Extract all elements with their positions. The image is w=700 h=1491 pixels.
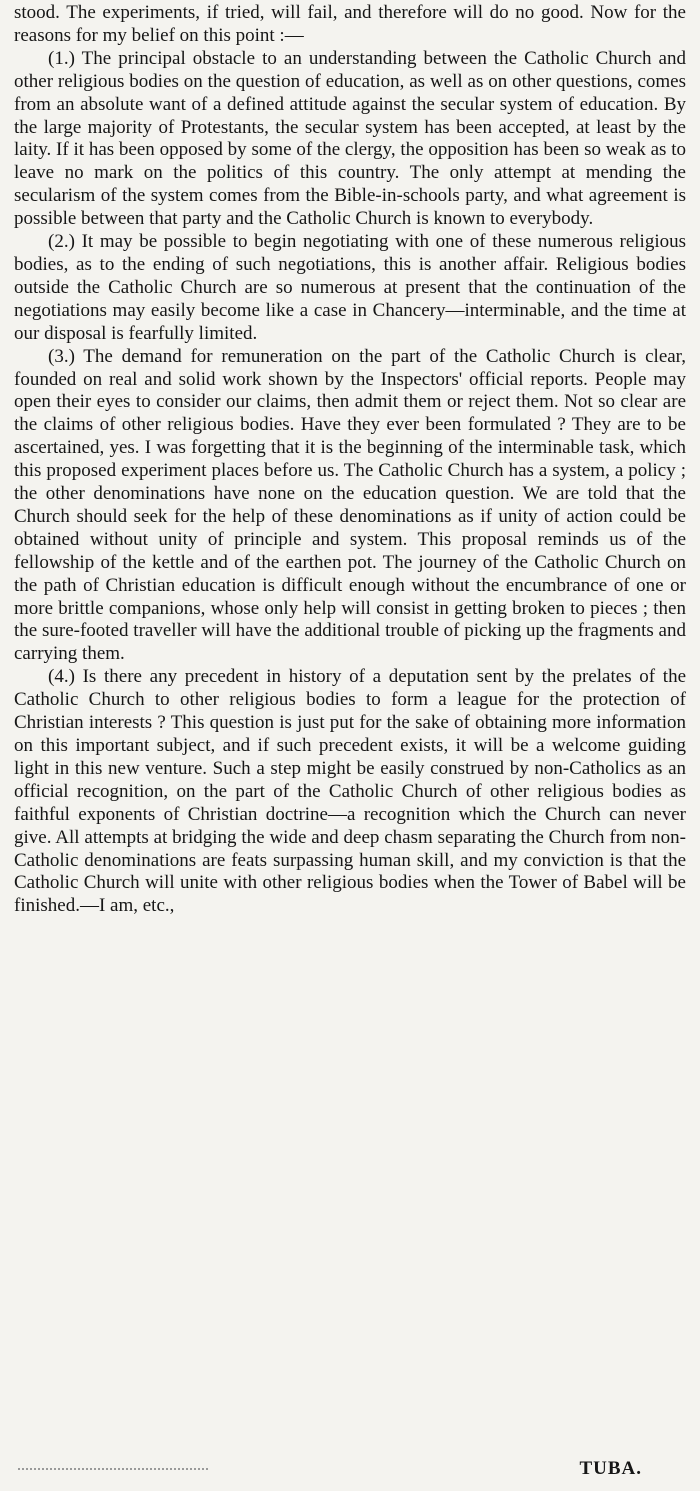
- point-2-paragraph: (2.) It may be possible to begin negotiating with one of these numerous religious bodies, as to the ending of such negotiations, this is another affair. Religious bodies outside the Catholic Church are so numerous at present that the continuation of the negotiations may easily become like a case in Chancery—interminable, and the time at our disposal is fearfully limited.: [14, 231, 686, 344]
- print-rule-marks: [18, 1466, 208, 1470]
- point-4-paragraph: (4.) Is there any precedent in history of a deputation sent by the prelates of the Catholic Church to other religious bodies to form a league for the protection of Christian interests ? This question is just put for the sake of obtaining more information on this important subject, and if such precedent exists, it will be a welcome guiding light in this new venture. Such a step might be easily construed by non-Catholics as an official recognition, on the part of the Catholic Church of other religious bodies as faithful exponents of Christian doctrine—a recognition which the Church can never give. All attempts at bridging the wide and deep chasm separating the Church from non-Catholic denominations are feats surpassing human skill, and my conviction is that the Catholic Church will unite with other religious bodies when the Tower of Babel will be finished.—I am, etc.,: [14, 666, 686, 917]
- signature: TUBA.: [579, 1458, 642, 1479]
- point-3-paragraph: (3.) The demand for remuneration on the part of the Catholic Church is clear, founded on real and solid work shown by the Inspectors' official reports. People may open their eyes to consider our claims, then admit them or reject them. Not so clear are the claims of other religious bodies. Have they ever been formulated ? They are to be ascertained, yes. I was forgetting that it is the beginning of the interminable task, which this proposed experiment places before us. The Catholic Church has a system, a policy ; the other denominations have none on the education question. We are told that the Church should seek for the help of these denominations as if unity of action could be obtained without unity of principle and system. This proposal reminds us of the fellowship of the kettle and of the earthen pot. The journey of the Catholic Church on the path of Christian education is difficult enough without the encumbrance of one or more brittle companions, whose only help will consist in getting broken to pieces ; then the sure-footed traveller will have the additional trouble of picking up the fragments and carrying them.: [14, 345, 686, 665]
- letter-body: [14, 2, 686, 918]
- signoff-line: [14, 1456, 686, 1484]
- point-1-paragraph: (1.) The principal obstacle to an understanding between the Catholic Church and other religious bodies on the question of education, as well as on other questions, comes from an absolute want of a defined attitude against the secular system of education. By the large majority of Protestants, the secular system has been accepted, at least by the laity. If it has been opposed by some of the clergy, the opposition has been so weak as to leave no mark on the politics of this country. The only attempt at mending the secularism of the system comes from the Bible-in-schools party, and what agreement is possible between that party and the Catholic Church is known to everybody.: [14, 47, 686, 230]
- opening-paragraph: stood. The experiments, if tried, will fail, and therefore will do no good. Now for the reasons for my belief on this point :—: [14, 2, 686, 46]
